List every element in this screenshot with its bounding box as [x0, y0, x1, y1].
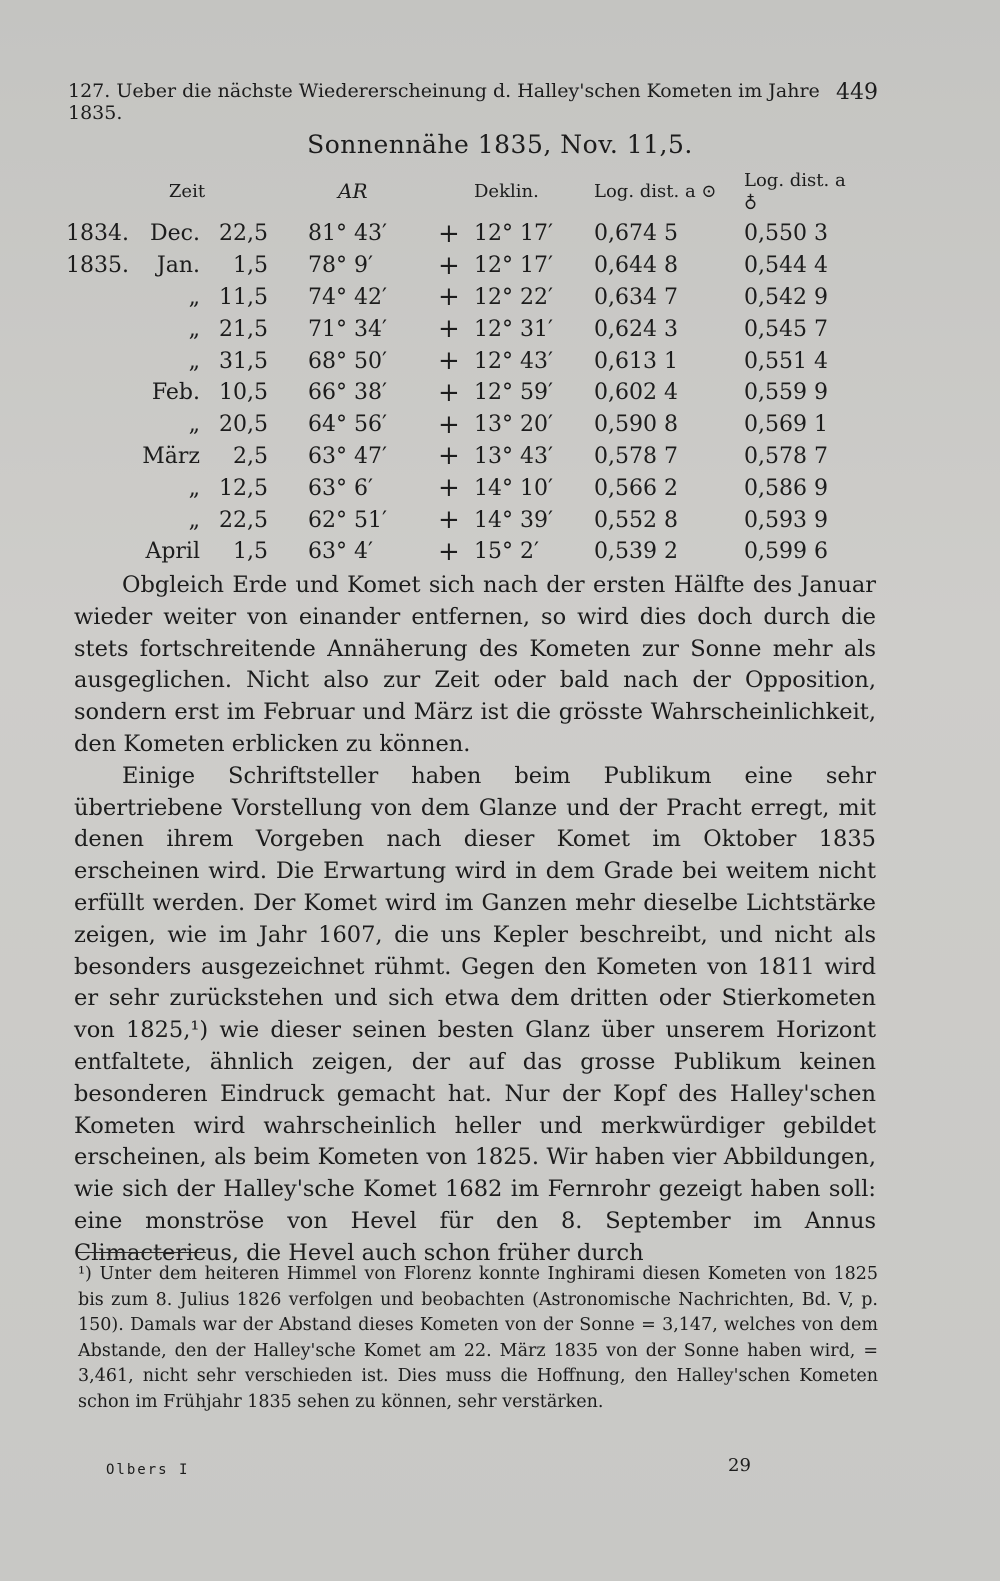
ephemeris-table — [66, 170, 854, 568]
cell-year — [66, 472, 138, 504]
cell-day: 21,5 — [219, 316, 268, 342]
cell-month: März — [142, 443, 200, 469]
cell-sign: + — [438, 314, 460, 345]
header-zeit: Zeit — [168, 180, 206, 202]
cell-ra: 68° 50′ — [308, 348, 387, 374]
cell-sign: + — [438, 346, 460, 377]
header-ra: AR — [338, 179, 368, 203]
cell-month: „ — [188, 475, 200, 501]
cell-decl: 12° 17′ — [474, 221, 553, 247]
cell-year — [66, 377, 138, 409]
cell-ra: 64° 56′ — [308, 412, 387, 438]
cell-ra: 62° 51′ — [308, 507, 387, 533]
cell-day: 1,5 — [233, 539, 268, 565]
cell-year: 1834. — [66, 221, 129, 247]
cell-sign: + — [438, 282, 460, 313]
running-title: 127. Ueber die nächste Wiedererscheinung d. Halley'schen Kometen im Jahre 1835. — [68, 80, 820, 124]
cell-decl: 12° 31′ — [474, 316, 553, 342]
body-text — [74, 570, 876, 1270]
paragraph: Einige Schriftsteller haben beim Publikum eine sehr übertriebene Vorstellung von dem Glanze und der Pracht erregt, mit denen ihrem Vorgeben nach dieser Komet im Oktober 1835 erscheinen wird. Die Erwartung wird in dem Grade bei weitem nicht erfüllt werden. Der Komet wird im Ganzen mehr dieselbe Lichtstärke zeigen, wie im Jahr 1607, die uns Kepler beschreibt, und nicht als besonders ausgezeichnet rühmt. Gegen den Kometen von 1811 wird er sehr zurückstehen und sich etwa dem dritten oder Stierkometen von 1825,¹) wie dieser seinen besten Glanz über unserem Horizont entfaltete, ähnlich zeigen, der auf das grosse Publikum keinen besonderen Eindruck gemacht hat. Nur der Kopf des Halley'schen Kometen wird wahrscheinlich heller und merkwürdiger gebildet erscheinen, als beim Kometen von 1825. Wir haben vier Abbildungen, wie sich der Halley'sche Komet 1682 im Fernrohr gezeigt haben soll: eine monströse von Hevel für den 8. September im Annus Climactericus, die Hevel auch schon früher durch — [74, 762, 876, 1266]
cell-logdist-earth: 0,586 9 — [744, 475, 828, 501]
table-row — [66, 250, 854, 282]
header-logdist-earth: Log. dist. a ♁ — [744, 170, 846, 212]
cell-day: 12,5 — [219, 475, 268, 501]
cell-logdist-earth: 0,578 7 — [744, 443, 828, 469]
sheet-number: 29 — [728, 1455, 751, 1476]
cell-logdist-earth: 0,545 7 — [744, 316, 828, 342]
cell-logdist-earth: 0,593 9 — [744, 507, 828, 533]
cell-logdist-sun: 0,613 1 — [594, 348, 678, 374]
cell-day: 22,5 — [219, 507, 268, 533]
table-row — [66, 504, 854, 536]
cell-decl: 13° 20′ — [474, 412, 553, 438]
cell-ra: 78° 9′ — [308, 253, 373, 279]
cell-day: 11,5 — [219, 284, 268, 310]
cell-year — [66, 313, 138, 345]
cell-ra: 74° 42′ — [308, 284, 387, 310]
cell-decl: 15° 2′ — [474, 539, 539, 565]
cell-month: „ — [188, 507, 200, 533]
cell-sign: + — [438, 505, 460, 536]
footnote: ¹) Unter dem heiteren Himmel von Florenz konnte Inghirami diesen Kometen von 1825 bis zum 8. Julius 1826 verfolgen und beobachten (Astronomische Nachrichten, Bd. V, p. 150). Damals war der Abstand dieses Kometen von der Sonne = 3,147, welches von dem Abstande, den der Halley'sche Komet am 22. März 1835 von der Sonne haben wird, = 3,461, nicht sehr verschieden ist. Dies muss die Hoffnung, den Halley'schen Kometen schon im Frühjahr 1835 sehen zu können, sehr verstärken. — [78, 1264, 878, 1412]
cell-month: Dec. — [150, 221, 200, 247]
table-title: Sonnennähe 1835, Nov. 11,5. — [307, 130, 693, 159]
cell-logdist-sun: 0,674 5 — [594, 221, 678, 247]
table-row — [66, 218, 854, 250]
cell-day: 10,5 — [219, 380, 268, 406]
cell-logdist-sun: 0,578 7 — [594, 443, 678, 469]
cell-logdist-earth: 0,542 9 — [744, 284, 828, 310]
cell-decl: 12° 17′ — [474, 253, 553, 279]
header-logdist-sun: Log. dist. a ⊙ — [594, 180, 717, 202]
cell-month: Jan. — [156, 253, 200, 279]
header-decl: Deklin. — [474, 180, 539, 202]
cell-sign: + — [438, 536, 460, 567]
cell-day: 2,5 — [233, 443, 268, 469]
cell-decl: 12° 43′ — [474, 348, 553, 374]
cell-month: „ — [188, 412, 200, 438]
cell-logdist-sun: 0,566 2 — [594, 475, 678, 501]
cell-sign: + — [438, 250, 460, 281]
table-body — [66, 218, 854, 568]
cell-year — [66, 536, 138, 568]
cell-logdist-earth: 0,599 6 — [744, 539, 828, 565]
table-row — [66, 536, 854, 568]
cell-sign: + — [438, 441, 460, 472]
cell-logdist-earth: 0,550 3 — [744, 221, 828, 247]
cell-logdist-earth: 0,551 4 — [744, 348, 828, 374]
cell-day: 22,5 — [219, 221, 268, 247]
cell-ra: 63° 47′ — [308, 443, 387, 469]
cell-logdist-sun: 0,552 8 — [594, 507, 678, 533]
cell-day: 1,5 — [233, 253, 268, 279]
table-header-row — [66, 170, 854, 218]
cell-year — [66, 441, 138, 473]
cell-year — [66, 282, 138, 314]
table-row — [66, 313, 854, 345]
cell-sign: + — [438, 218, 460, 249]
cell-year — [66, 345, 138, 377]
cell-logdist-earth: 0,544 4 — [744, 253, 828, 279]
cell-month: „ — [188, 284, 200, 310]
cell-logdist-sun: 0,644 8 — [594, 253, 678, 279]
cell-day: 31,5 — [219, 348, 268, 374]
cell-decl: 14° 10′ — [474, 475, 553, 501]
table-row — [66, 472, 854, 504]
cell-sign: + — [438, 409, 460, 440]
cell-decl: 12° 59′ — [474, 380, 553, 406]
cell-sign: + — [438, 473, 460, 504]
footnote-rule — [78, 1252, 206, 1253]
cell-decl: 13° 43′ — [474, 443, 553, 469]
cell-year — [66, 409, 138, 441]
cell-logdist-sun: 0,634 7 — [594, 284, 678, 310]
cell-logdist-sun: 0,539 2 — [594, 539, 678, 565]
paragraph: Obgleich Erde und Komet sich nach der ersten Hälfte des Januar wieder weiter von einander entfernen, so wird dies doch durch die stets fortschreitende Annäherung des Kometen zur Sonne mehr als ausgeglichen. Nicht also zur Zeit oder bald nach der Opposition, sondern erst im Februar und März ist die grösste Wahrscheinlichkeit, den Kometen erblicken zu können. — [74, 572, 876, 757]
table-row — [66, 409, 854, 441]
cell-month: Feb. — [151, 380, 200, 406]
cell-month: April — [145, 539, 200, 565]
cell-ra: 81° 43′ — [308, 221, 387, 247]
table-row — [66, 377, 854, 409]
cell-month: „ — [188, 348, 200, 374]
cell-logdist-sun: 0,602 4 — [594, 380, 678, 406]
cell-logdist-earth: 0,559 9 — [744, 380, 828, 406]
cell-logdist-sun: 0,624 3 — [594, 316, 678, 342]
cell-day: 20,5 — [219, 412, 268, 438]
running-header — [68, 80, 878, 124]
cell-year — [66, 504, 138, 536]
table-row — [66, 345, 854, 377]
cell-sign: + — [438, 377, 460, 408]
cell-ra: 63° 4′ — [308, 539, 373, 565]
cell-year: 1835. — [66, 253, 129, 279]
cell-decl: 14° 39′ — [474, 507, 553, 533]
cell-ra: 71° 34′ — [308, 316, 387, 342]
cell-logdist-earth: 0,569 1 — [744, 412, 828, 438]
cell-ra: 66° 38′ — [308, 380, 387, 406]
page-number: 449 — [836, 80, 878, 105]
cell-ra: 63° 6′ — [308, 475, 373, 501]
cell-decl: 12° 22′ — [474, 284, 553, 310]
table-row — [66, 441, 854, 473]
cell-month: „ — [188, 316, 200, 342]
signature-mark: Olbers I — [106, 1462, 190, 1478]
table-row — [66, 282, 854, 314]
cell-logdist-sun: 0,590 8 — [594, 412, 678, 438]
